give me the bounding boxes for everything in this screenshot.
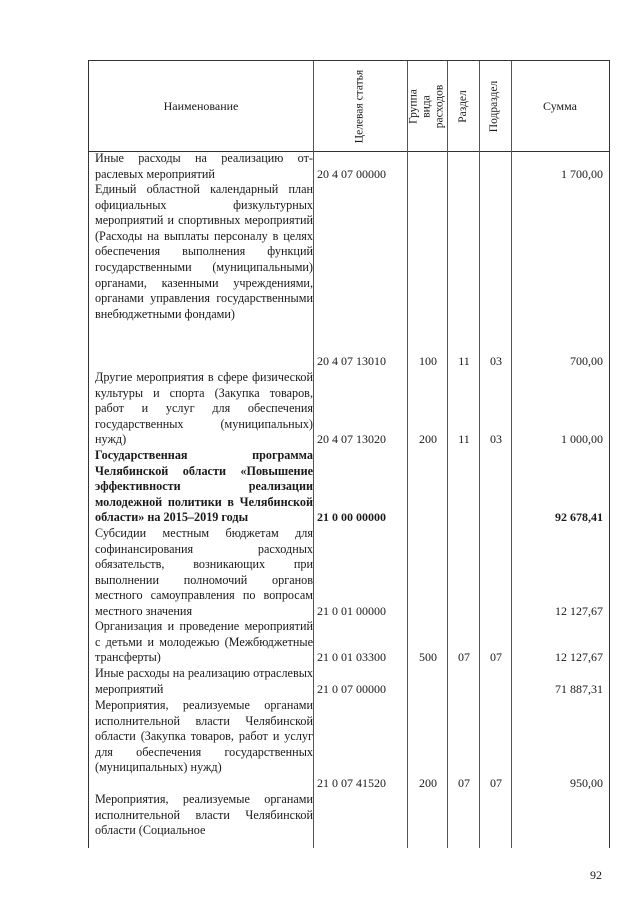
row-subsection: 07: [490, 776, 502, 790]
row-name: Организация и проведение мероприятий с детьми и молодежью (Межбюджетные трансферты): [95, 619, 313, 665]
row-name: Субсидии местным бюджетам для софинансирования расходных обязательств, возникающих при выполнении полномочий органов местного самоуправления по вопросам местного значения: [95, 526, 313, 618]
row-sum: 1 700,00: [561, 166, 603, 181]
row-code: 21 0 01 00000: [317, 604, 386, 618]
row-code: 20 4 07 00000: [317, 166, 386, 181]
column-divider: [479, 61, 480, 848]
row-group: 100: [419, 354, 437, 368]
column-divider: [313, 61, 314, 848]
row-sum: 12 127,67: [555, 604, 603, 618]
row-group: 200: [419, 776, 437, 790]
row-code: 21 0 07 41520: [317, 776, 386, 790]
table-header: [89, 61, 609, 152]
row-name: Иные расходы на реализацию от-раслевых мероприятий: [95, 151, 313, 181]
row-section: 11: [458, 354, 470, 368]
row-section: 07: [458, 650, 470, 664]
header-name-text: Наименование: [163, 98, 239, 113]
row-group: 200: [419, 432, 437, 446]
header-sum-text: Сумма: [543, 98, 577, 113]
column-divider: [447, 61, 448, 848]
budget-table: [88, 60, 610, 848]
row-sum: 1 000,00: [561, 432, 603, 446]
row-name: Государственная программа Челябинской области «Повышение эффективности реализации молодежной политики в Челябинской области» на 2015–2019 годы: [95, 448, 313, 525]
row-subsection: 07: [490, 650, 502, 664]
row-code: 21 0 01 03300: [317, 650, 386, 664]
row-group: 500: [419, 650, 437, 664]
header-sum: [511, 61, 609, 151]
row-sum: 12 127,67: [555, 650, 603, 664]
header-group: [407, 61, 447, 151]
row-name: Другие мероприятия в сфере физической культуры и спорта (Закупка товаров, работ и услуг для обеспечения государственных (муниципальных) нужд): [95, 370, 313, 447]
row-name: Иные расходы на реализацию отраслевых мероприятий: [95, 666, 313, 696]
row-subsection: 03: [490, 432, 502, 446]
header-code: [313, 61, 407, 151]
row-code: 20 4 07 13020: [317, 432, 386, 446]
row-name: Единый областной календарный план официальных физкультурных мероприятий и спортивных мероприятий (Расходы на выплаты персоналу в целях обеспечения выполнения функций государственными (муниципальными) органами, казенными учреждениями, органами управления государственными внебюджетными фондами): [95, 182, 313, 321]
header-name: [89, 61, 313, 151]
column-divider: [407, 61, 408, 848]
row-code: 21 0 00 00000: [317, 510, 386, 524]
header-subsection-text: Подраздел: [488, 80, 501, 132]
row-sum: 92 678,41: [555, 510, 603, 524]
page-number: 92: [590, 868, 602, 882]
header-group-text: Группа вида расходов: [407, 84, 446, 128]
row-section: 11: [458, 432, 470, 446]
header-code-text: Целевая статья: [353, 69, 366, 143]
row-code: 20 4 07 13010: [317, 354, 386, 368]
row-subsection: 03: [490, 354, 502, 368]
header-subsection: [479, 61, 511, 151]
row-sum: 700,00: [570, 354, 603, 368]
header-section: [447, 61, 479, 151]
row-sum: 71 887,31: [555, 681, 603, 696]
column-divider: [511, 61, 512, 848]
row-name: Мероприятия, реализуемые органами исполнительной власти Челябинской области (Социальное: [95, 792, 313, 838]
header-section-text: Раздел: [456, 89, 469, 123]
row-section: 07: [458, 776, 470, 790]
row-sum: 950,00: [570, 776, 603, 790]
row-code: 21 0 07 00000: [317, 681, 386, 696]
row-name: Мероприятия, реализуемые органами исполнительной власти Челябинской области (Закупка товаров, работ и услуг для обеспечения государственных (муниципальных) нужд): [95, 698, 313, 775]
